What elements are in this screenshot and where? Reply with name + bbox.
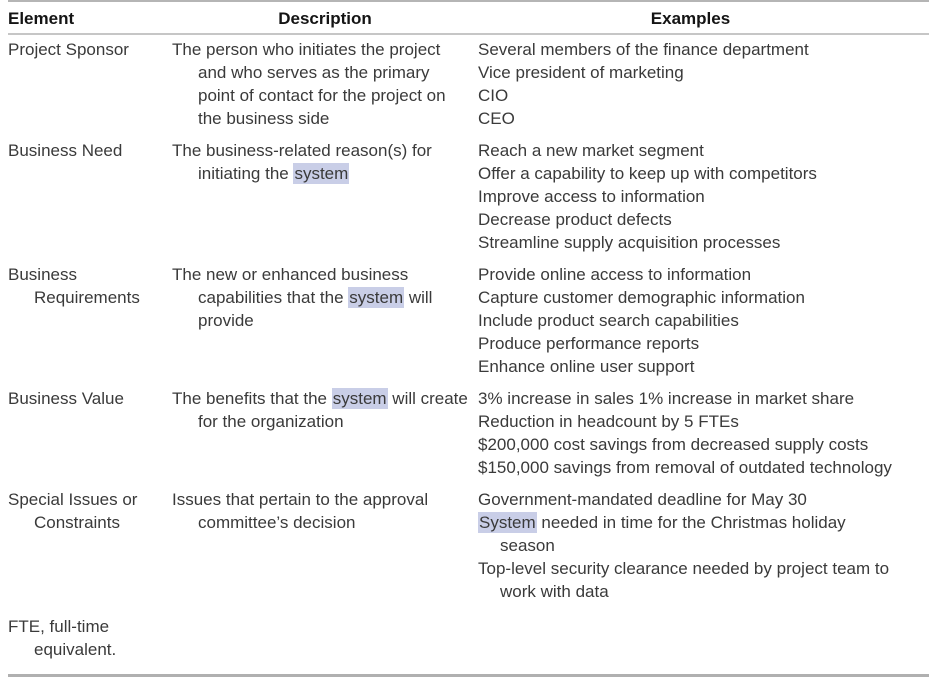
text-segment: CEO [478, 109, 515, 128]
example-item [478, 433, 903, 456]
text-segment: CIO [478, 86, 509, 105]
example-item [478, 61, 903, 84]
element-cell: Business Need [8, 141, 123, 160]
text-segment: Provide online access to information [478, 265, 752, 284]
footnote-text: FTE, full-time equivalent. [8, 617, 117, 659]
element-cell: Special Issues or Constraints [8, 490, 138, 532]
text-segment: will provide [198, 288, 433, 330]
text-segment: Improve access to information [478, 187, 705, 206]
text-segment: The business-related reason(s) for initiating the [172, 141, 432, 183]
table-bottom-rule [8, 674, 929, 677]
text-segment: Government-mandated deadline for May 30 [478, 490, 807, 509]
example-item [478, 511, 903, 557]
table-row [8, 387, 929, 479]
element-cell: Business Requirements [8, 265, 140, 307]
example-item [478, 332, 903, 355]
element-cell: Business Value [8, 389, 124, 408]
example-item [478, 208, 903, 231]
table-row [8, 263, 929, 378]
example-item [478, 107, 903, 130]
example-item [478, 139, 903, 162]
table-body [0, 35, 937, 603]
text-segment: The benefits that the [172, 389, 332, 408]
table-header-row [8, 2, 929, 35]
example-item [478, 355, 903, 378]
example-item [478, 162, 903, 185]
text-segment: Several members of the finance department [478, 40, 809, 59]
highlighted-term: System [479, 513, 536, 532]
column-header-examples: Examples [650, 9, 731, 28]
example-item [478, 557, 903, 603]
example-item [478, 488, 903, 511]
description-cell [172, 38, 478, 130]
example-item [478, 185, 903, 208]
table-row [8, 139, 929, 254]
text-segment: Issues that pertain to the approval committee’s decision [172, 490, 429, 532]
text-segment: $200,000 cost savings from decreased supply costs [478, 435, 869, 454]
description-cell [172, 139, 478, 254]
highlighted-term: system [294, 164, 349, 183]
table-row [8, 38, 929, 130]
text-segment: Produce performance reports [478, 334, 700, 353]
highlighted-term: system [332, 389, 387, 408]
description-cell [172, 387, 478, 479]
example-item [478, 38, 903, 61]
text-segment: Capture customer demographic information [478, 288, 805, 307]
examples-cell [478, 263, 903, 378]
text-segment: Enhance online user support [478, 357, 695, 376]
text-segment: $150,000 savings from removal of outdated technology [478, 458, 892, 477]
example-item [478, 286, 903, 309]
text-segment: Top-level security clearance needed by project team to work with data [478, 559, 890, 601]
example-item [478, 410, 903, 433]
example-item [478, 231, 903, 254]
examples-cell [478, 387, 903, 479]
table-footnote [0, 612, 180, 661]
element-cell: Project Sponsor [8, 40, 129, 59]
text-segment: needed in time for the Christmas holiday season [500, 513, 846, 555]
text-segment: Vice president of marketing [478, 63, 684, 82]
description-cell [172, 263, 478, 378]
example-item [478, 309, 903, 332]
text-segment: Offer a capability to keep up with competitors [478, 164, 817, 183]
text-segment: 3% increase in sales 1% increase in market share [478, 389, 855, 408]
description-cell [172, 488, 478, 603]
text-segment: The new or enhanced business capabilities that the [172, 265, 409, 307]
text-segment: Streamline supply acquisition processes [478, 233, 781, 252]
text-segment: Reduction in headcount by 5 FTEs [478, 412, 739, 431]
example-item [478, 84, 903, 107]
highlighted-term: system [349, 288, 404, 307]
example-item [478, 456, 903, 479]
column-header-description: Description [278, 9, 372, 28]
text-segment: The person who initiates the project and who serves as the primary point of contact for the project on the business side [172, 40, 446, 128]
examples-cell [478, 38, 903, 130]
example-item [478, 387, 903, 410]
examples-cell [478, 139, 903, 254]
text-segment: Reach a new market segment [478, 141, 704, 160]
text-segment: will create for the organization [198, 389, 468, 431]
examples-cell [478, 488, 903, 603]
example-item [478, 263, 903, 286]
text-segment: Decrease product defects [478, 210, 672, 229]
column-header-element: Element [8, 9, 75, 28]
table-row [8, 488, 929, 603]
text-segment: Include product search capabilities [478, 311, 739, 330]
